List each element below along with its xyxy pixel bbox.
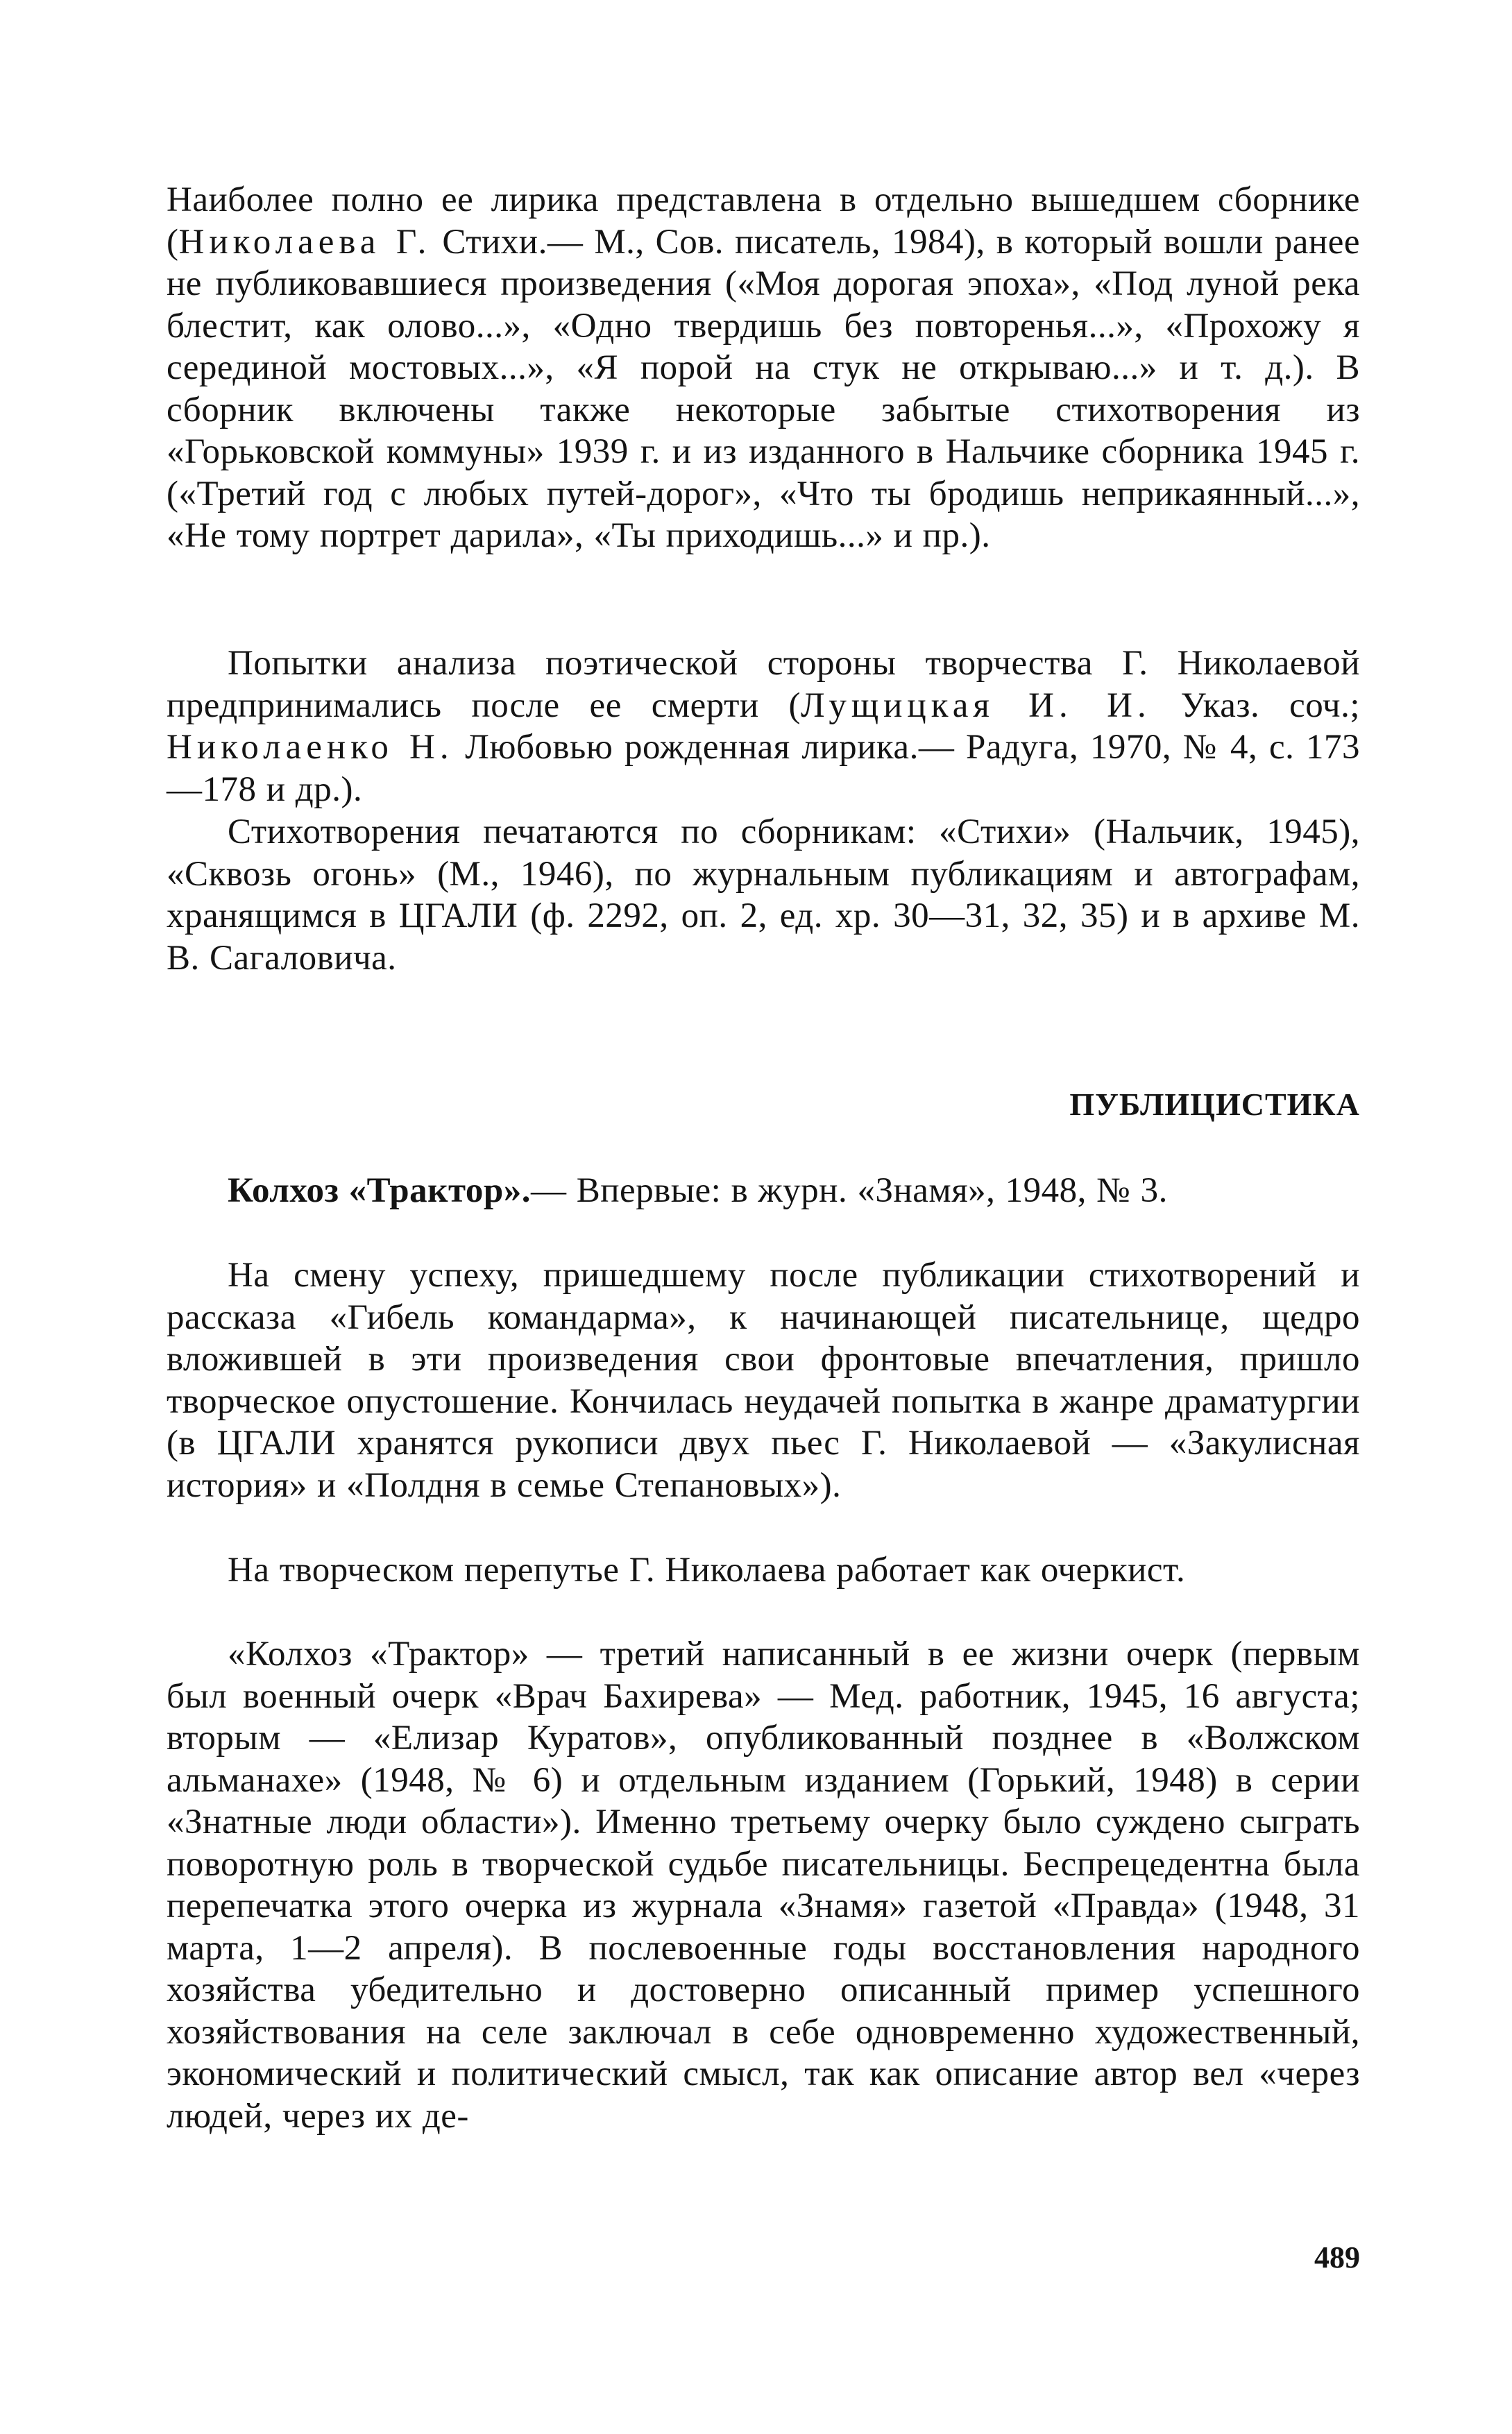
- paragraph-essayist: На творческом перепутье Г. Николаева работает как очеркист.: [228, 1551, 1186, 1590]
- author-name-spaced: Николаенко Н.: [167, 728, 454, 767]
- paragraph-text: Стихи.— М., Сов. писатель, 1984), в который вошли ранее не публиковавшиеся произведения («Моя дорогая эпоха», «Под луной река блестит, как олово...», «Одно твердишь без повторенья...», «Прохожу я серединой мостовых...», «Я порой на стук не открываю...» и т. д.). В сборник включены также некоторые забытые стихотворения из «Горьковской коммуны» 1939 г. и из изданного в Нальчике сборника 1945 г. («Третий год с любых путей-дорог», «Что ты бродишь неприкаянный...», «Не тому портрет дарила», «Ты приходишь...» и пр.).: [167, 222, 1360, 555]
- paragraph-poetics-analysis: [167, 642, 1360, 810]
- section-heading: ПУБЛИЦИСТИКА: [1069, 1087, 1360, 1122]
- author-name-spaced: Лущицкая И. И.: [801, 686, 1151, 725]
- paragraph-text: Попытки анализа поэтической стороны творчества Г. Николаевой предпринимались после ее смерти (: [167, 644, 1360, 725]
- paragraph-sources: Стихотворения печатаются по сборникам: «Стихи» (Нальчик, 1945), «Сквозь огонь» (М., 1946), по журнальным публикациям и автографам, хранящимся в ЦГАЛИ (ф. 2292, оп. 2, ед. хр. 30—31, 32, 35) и в архиве М. В. Сагаловича.: [167, 812, 1360, 978]
- paragraph-collection-description: [167, 179, 1360, 557]
- paragraph-creative-crisis: На смену успеху, пришедшему после публикации стихотворений и рассказа «Гибель командарма», к начинающей писательнице, щедро вложившей в эти произведения свои фронтовые впечатления, пришло творческое опустошение. Кончилась неудачей попытка в жанре драматургии (в ЦГАЛИ хранятся рукописи двух пьес Г. Николаевой — «Закулисная история» и «Полдня в семье Степановых»).: [167, 1256, 1360, 1505]
- entry-source: — Впервые: в журн. «Знамя», 1948, № 3.: [531, 1171, 1168, 1210]
- paragraph-text: Наиболее полно ее лирика представлена в отдельно вышедшем сборнике (: [167, 180, 1360, 262]
- author-name-spaced: Николаева Г.: [178, 222, 432, 262]
- entry-title: Колхоз «Трактор».: [228, 1171, 531, 1210]
- paragraph-third-essay: «Колхоз «Трактор» — третий написанный в ее жизни очерк (первым был военный очерк «Врач Бахирева» — Мед. работник, 1945, 16 августа; вторым — «Елизар Куратов», опубликованный позднее в «Волжском альманахе» (1948, № 6) и отдельным изданием (Горький, 1948) в серии «Знатные люди области»). Именно третьему очерку было суждено сыграть поворотную роль в творческой судьбе писательницы. Беспрецедентна была перепечатка этого очерка из журнала «Знамя» газетой «Правда» (1948, 31 марта, 1—2 апреля). В послевоенные годы восстановления народного хозяйства убедительно и достоверно описанный пример успешного хозяйствования на селе заключал в себе одновременно художественный, экономический и политический смысл, так как описание автор вел «через людей, через их де-: [167, 1635, 1360, 2136]
- page-number: 489: [1314, 2240, 1360, 2274]
- paragraph-text: Указ. соч.;: [1150, 686, 1360, 725]
- paragraph-text: Любовью рожденная лирика.— Радуга, 1970, № 4, с. 173—178 и др.).: [167, 728, 1360, 809]
- entry-header: [167, 1170, 1360, 1212]
